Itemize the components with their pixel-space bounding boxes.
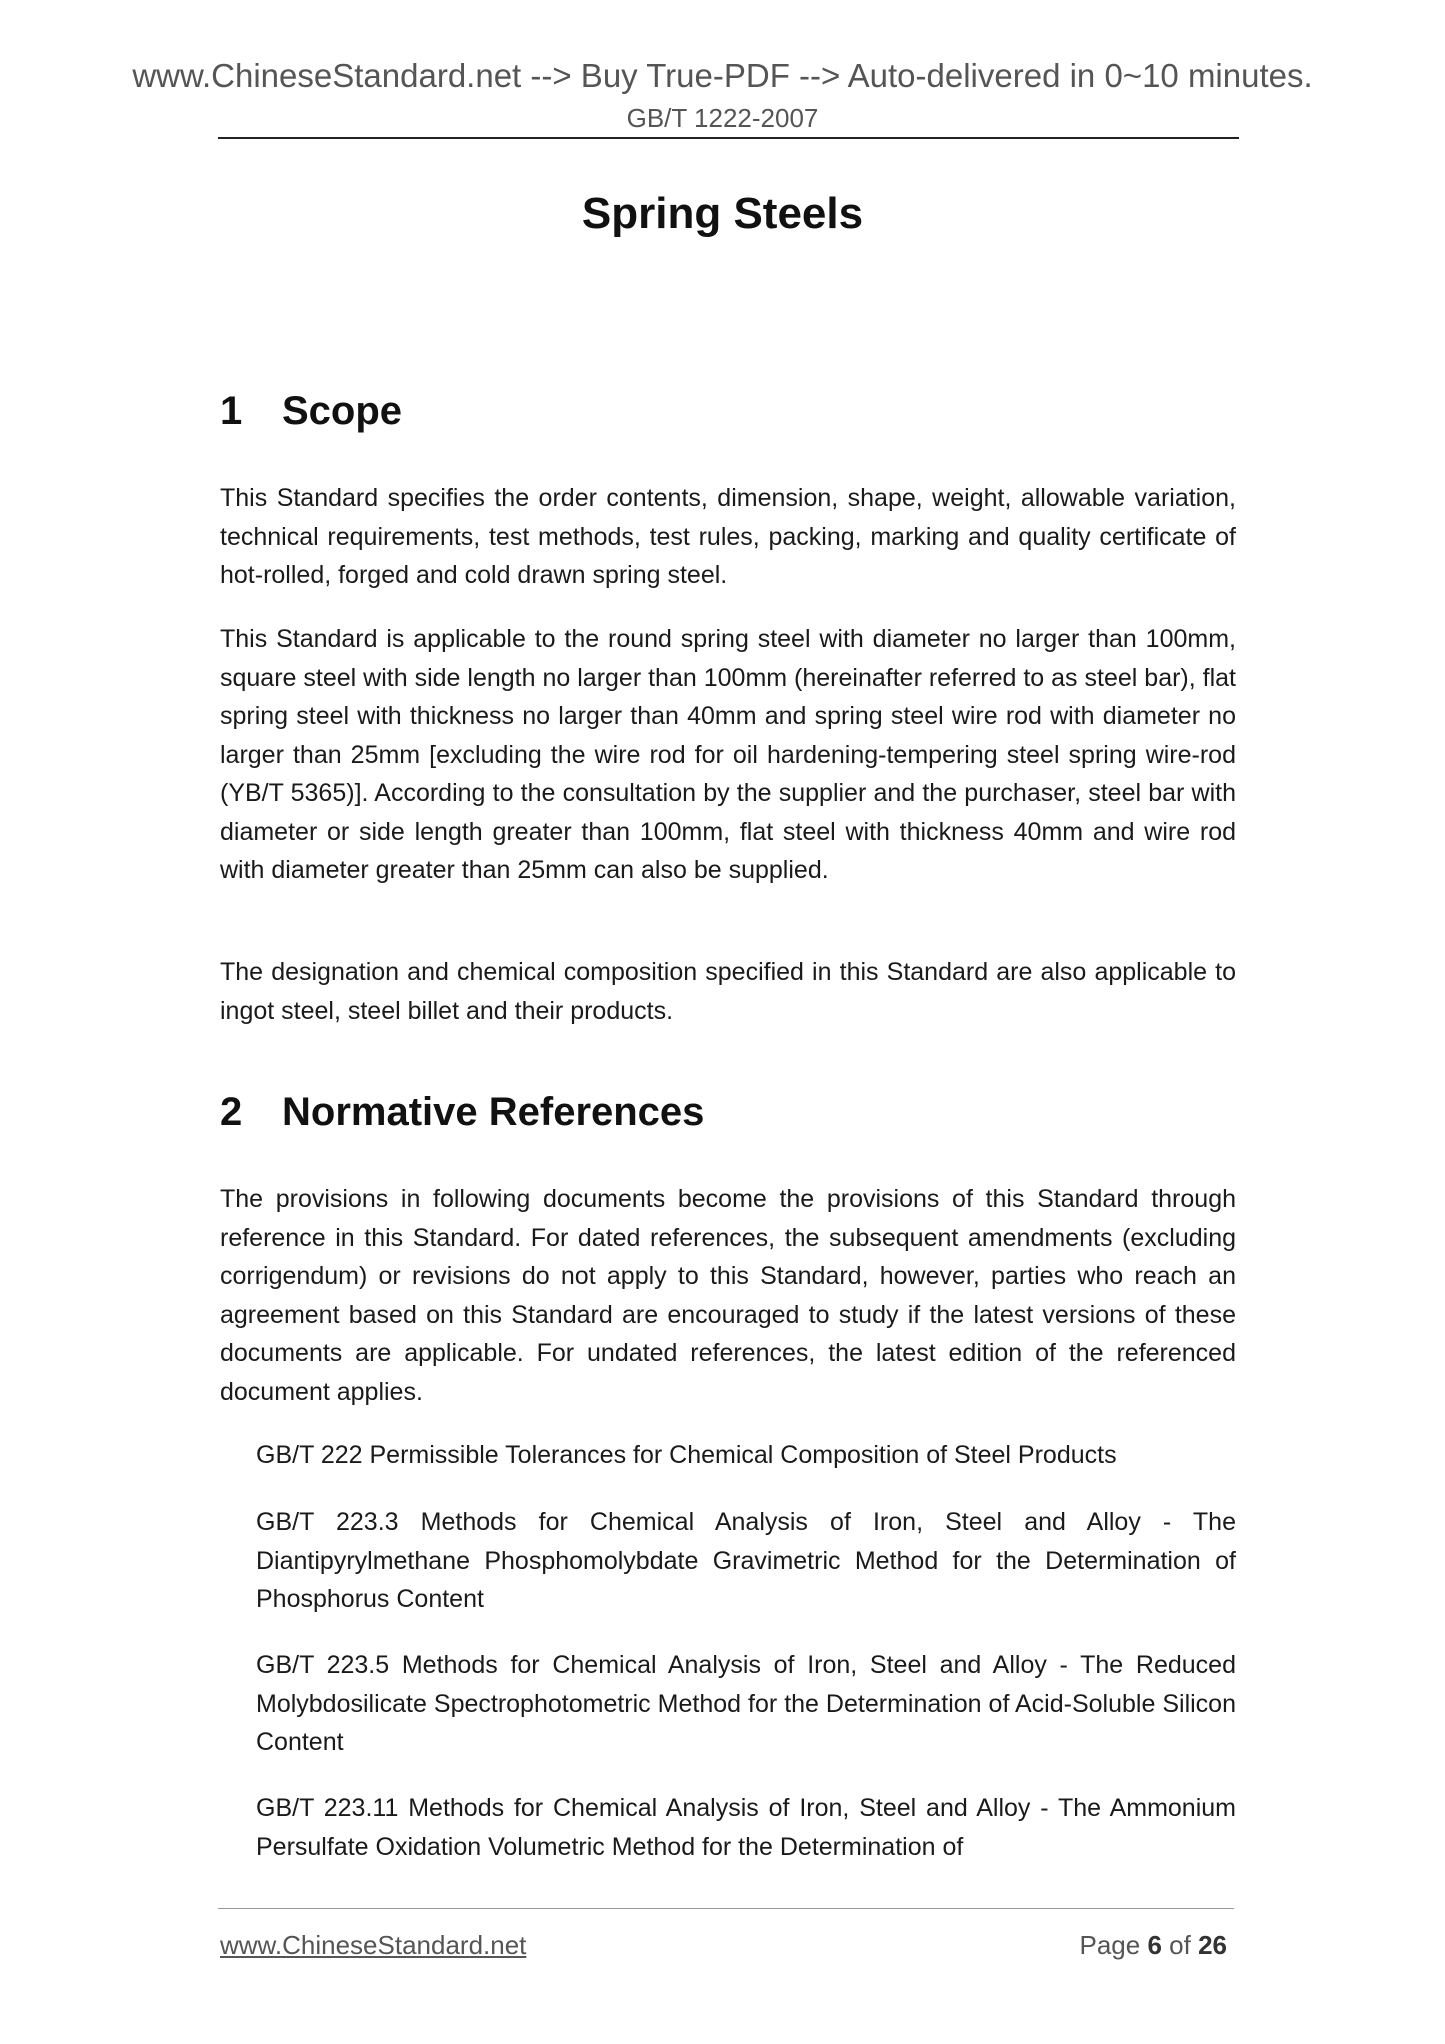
reference-item: GB/T 223.5 Methods for Chemical Analysis of Iron, Steel and Alloy - The Reduced Molybdosilicate Spectrophotometric Method for the Determination of Acid-Soluble Silicon Content [256,1651,1236,1756]
paragraph: This Standard specifies the order contents, dimension, shape, weight, allowable variation, technical requirements, test methods, test rules, packing, marking and quality certificate of hot-rolled, forged and cold drawn spring steel. [220,484,1236,589]
header-banner: www.ChineseStandard.net --> Buy True-PDF --> Auto-delivered in 0~10 minutes. [132,57,1313,94]
section-number: 2 [220,1090,243,1134]
section-number: 1 [220,389,243,433]
section-heading-normative-references [220,1086,704,1138]
page-separator: of [1169,1930,1191,1960]
page-indicator [1079,1929,1227,1961]
header-divider [218,137,1239,139]
paragraph: The provisions in following documents become the provisions of this Standard through reference in this Standard. For dated references, the subsequent amendments (excluding corrigendum) or revisions do not apply to this Standard, however, parties who reach an agreement based on this Standard are encouraged to study if the latest versions of these documents are applicable. For undated references, the latest edition of the referenced document applies. [220,1185,1236,1406]
reference-item: GB/T 223.3 Methods for Chemical Analysis of Iron, Steel and Alloy - The Diantipyrylmethane Phosphomolybdate Gravimetric Method for the Determination of Phosphorus Content [256,1508,1236,1613]
standard-code: GB/T 1222-2007 [626,103,819,133]
page-label: Page [1079,1930,1141,1960]
section-title: Scope [282,389,403,433]
footer-website-link[interactable]: www.ChineseStandard.net [220,1930,527,1960]
page-total: 26 [1198,1930,1227,1960]
paragraph: This Standard is applicable to the round spring steel with diameter no larger than 100mm, square steel with side length no larger than 100mm (hereinafter referred to as steel bar), flat spring steel with thickness no larger than 40mm and spring steel wire rod with diameter no larger than 25mm [excluding the wire rod for oil hardening-tempering steel spring wire-rod (YB/T 5365)]. According to the consultation by the supplier and the purchaser, steel bar with diameter or side length greater than 100mm, flat steel with thickness 40mm and wire rod with diameter greater than 25mm can also be supplied. [220,625,1236,884]
paragraph: The designation and chemical composition specified in this Standard are also applicable to ingot steel, steel billet and their products. [220,958,1236,1025]
section-title: Normative References [282,1090,705,1134]
page-current: 6 [1147,1930,1162,1960]
reference-item: GB/T 222 Permissible Tolerances for Chemical Composition of Steel Products [256,1441,1117,1469]
reference-item: GB/T 223.11 Methods for Chemical Analysis of Iron, Steel and Alloy - The Ammonium Persulfate Oxidation Volumetric Method for the Determination of [256,1794,1236,1861]
section-heading-scope [220,385,402,437]
footer-divider [218,1908,1234,1909]
document-title: Spring Steels [581,189,864,238]
